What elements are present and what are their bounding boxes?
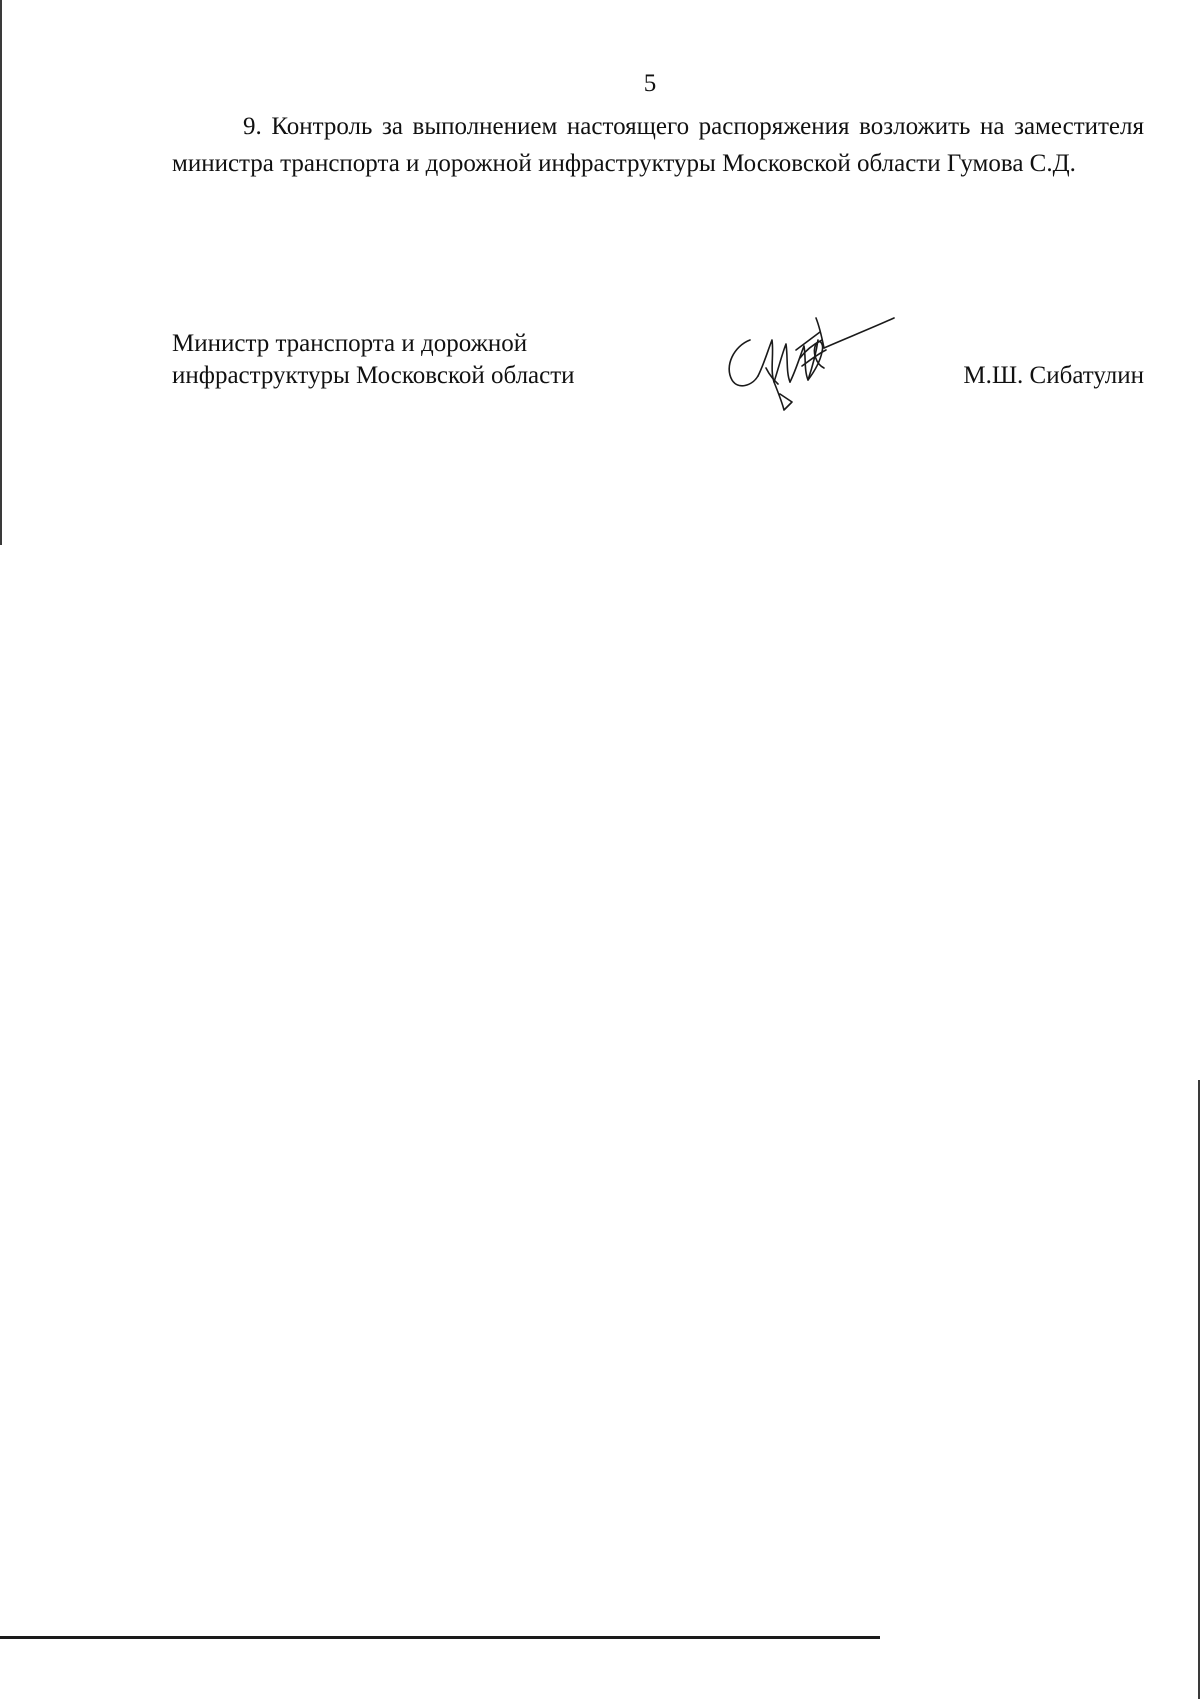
signature-block (172, 328, 1144, 418)
signatory-title (172, 328, 575, 392)
bottom-rule (0, 1636, 880, 1639)
signatory-title-line-2: инфраструктуры Московской области (172, 362, 575, 389)
signatory-title-line-1: Министр транспорта и дорожной (172, 330, 528, 357)
paragraph-item-9: 9. Контроль за выполнением настоящего распоряжения возложить на заместителя министра транспорта и дорожной инфраструктуры Московской области Гумова С.Д. (172, 113, 1144, 177)
signatory-name: М.Ш. Сибатулин (963, 362, 1144, 389)
handwritten-signature (712, 310, 902, 420)
page-number: 5 (643, 70, 657, 97)
